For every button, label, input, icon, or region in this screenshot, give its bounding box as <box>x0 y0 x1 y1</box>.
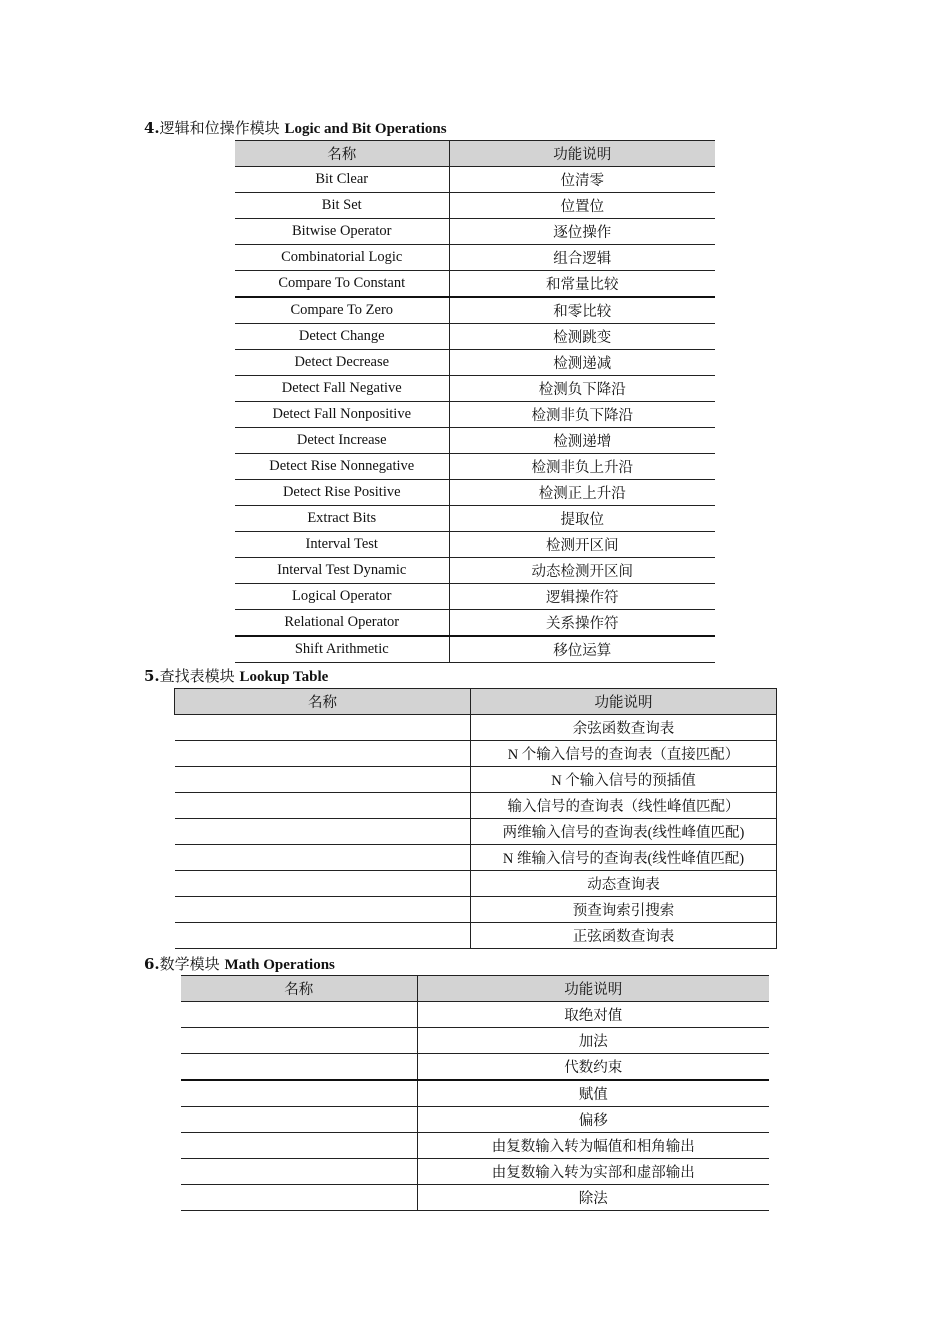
cell-block-name: Interval Test Dynamic <box>235 558 449 584</box>
table-row <box>235 271 715 298</box>
column-header-name: 名称 <box>235 141 449 167</box>
section-4-title <box>144 119 447 138</box>
table-body <box>175 715 777 949</box>
table-header-row <box>175 689 777 715</box>
table-row <box>235 636 715 663</box>
table-row <box>175 897 777 923</box>
cell-block-name <box>175 819 471 845</box>
cell-block-name <box>175 767 471 793</box>
cell-block-name: Compare To Constant <box>235 271 449 298</box>
cell-block-name <box>175 793 471 819</box>
cell-block-name: Bitwise Operator <box>235 219 449 245</box>
table-row <box>181 1002 769 1028</box>
cell-description: 偏移 <box>417 1107 769 1133</box>
cell-description: 两维输入信号的查询表(线性峰值匹配) <box>471 819 777 845</box>
section-5-title <box>144 667 328 686</box>
section-en-title: Logic and Bit Operations <box>284 121 447 137</box>
cell-block-name: Detect Rise Nonnegative <box>235 454 449 480</box>
cell-block-name: Detect Rise Positive <box>235 480 449 506</box>
cell-description: 检测正上升沿 <box>449 480 715 506</box>
table-body <box>181 1002 769 1211</box>
table-row <box>181 1028 769 1054</box>
table-row <box>235 480 715 506</box>
table-row <box>181 1107 769 1133</box>
table-row <box>235 350 715 376</box>
table-row <box>235 428 715 454</box>
cell-description: 代数约束 <box>417 1054 769 1081</box>
cell-block-name <box>175 897 471 923</box>
table-row <box>235 376 715 402</box>
cell-description: 和常量比较 <box>449 271 715 298</box>
cell-description: 逻辑操作符 <box>449 584 715 610</box>
cell-description: 动态查询表 <box>471 871 777 897</box>
table-row <box>235 584 715 610</box>
cell-description: 检测递减 <box>449 350 715 376</box>
section-6-title <box>144 955 335 974</box>
math-operations-table <box>181 975 769 1211</box>
cell-description: 余弦函数查询表 <box>471 715 777 741</box>
cell-block-name <box>181 1185 417 1211</box>
table-row <box>235 402 715 428</box>
table-row <box>181 1185 769 1211</box>
cell-block-name <box>181 1028 417 1054</box>
section-zh-title: 逻辑和位操作模块 <box>159 119 280 137</box>
cell-description: 赋值 <box>417 1080 769 1107</box>
table-header-row <box>235 141 715 167</box>
cell-block-name: Detect Increase <box>235 428 449 454</box>
cell-block-name: Logical Operator <box>235 584 449 610</box>
cell-description: 除法 <box>417 1185 769 1211</box>
cell-description: 检测开区间 <box>449 532 715 558</box>
cell-block-name <box>181 1054 417 1081</box>
cell-description: 检测非负下降沿 <box>449 402 715 428</box>
cell-block-name: Shift Arithmetic <box>235 636 449 663</box>
cell-description: N 个输入信号的预插值 <box>471 767 777 793</box>
section-number: 5. <box>144 667 160 685</box>
table-row <box>235 167 715 193</box>
column-header-name: 名称 <box>181 976 417 1002</box>
cell-block-name <box>175 871 471 897</box>
table-row <box>175 871 777 897</box>
table-row <box>235 297 715 324</box>
cell-block-name <box>175 923 471 949</box>
cell-description: 动态检测开区间 <box>449 558 715 584</box>
column-header-name: 名称 <box>175 689 471 715</box>
cell-description: 正弦函数查询表 <box>471 923 777 949</box>
column-header-description: 功能说明 <box>449 141 715 167</box>
cell-description: 关系操作符 <box>449 610 715 637</box>
cell-description: 和零比较 <box>449 297 715 324</box>
table-row <box>235 245 715 271</box>
table-row <box>235 532 715 558</box>
cell-block-name: Bit Set <box>235 193 449 219</box>
table-row <box>181 1133 769 1159</box>
table-header-row <box>181 976 769 1002</box>
cell-description: 检测递增 <box>449 428 715 454</box>
cell-block-name <box>181 1107 417 1133</box>
cell-block-name: Extract Bits <box>235 506 449 532</box>
table-row <box>181 1080 769 1107</box>
cell-description: 组合逻辑 <box>449 245 715 271</box>
section-en-title: Lookup Table <box>239 669 329 685</box>
column-header-description: 功能说明 <box>417 976 769 1002</box>
cell-block-name <box>175 845 471 871</box>
section-zh-title: 数学模块 <box>159 955 220 973</box>
table-row <box>181 1054 769 1081</box>
cell-description: 输入信号的查询表（线性峰值匹配） <box>471 793 777 819</box>
table-row <box>175 741 777 767</box>
cell-description: 位清零 <box>449 167 715 193</box>
cell-block-name: Interval Test <box>235 532 449 558</box>
cell-description: 检测跳变 <box>449 324 715 350</box>
table-row <box>181 1159 769 1185</box>
section-zh-title: 查找表模块 <box>159 667 235 685</box>
table-row <box>175 845 777 871</box>
cell-description: N 个输入信号的查询表（直接匹配） <box>471 741 777 767</box>
table-row <box>175 923 777 949</box>
table-row <box>175 819 777 845</box>
table-row <box>235 506 715 532</box>
cell-description: 预查询索引搜索 <box>471 897 777 923</box>
cell-description: 位置位 <box>449 193 715 219</box>
cell-description: 取绝对值 <box>417 1002 769 1028</box>
cell-block-name <box>175 715 471 741</box>
table-row <box>235 454 715 480</box>
lookup-table-table <box>174 688 777 949</box>
section-en-title: Math Operations <box>224 957 335 973</box>
cell-description: 逐位操作 <box>449 219 715 245</box>
cell-description: 提取位 <box>449 506 715 532</box>
cell-block-name <box>175 741 471 767</box>
table-row <box>235 558 715 584</box>
section-number: 4. <box>144 119 160 137</box>
cell-description: N 维输入信号的查询表(线性峰值匹配) <box>471 845 777 871</box>
cell-block-name: Detect Fall Negative <box>235 376 449 402</box>
cell-description: 检测负下降沿 <box>449 376 715 402</box>
cell-description: 加法 <box>417 1028 769 1054</box>
cell-block-name: Detect Fall Nonpositive <box>235 402 449 428</box>
table-row <box>175 767 777 793</box>
cell-block-name: Detect Decrease <box>235 350 449 376</box>
table-row <box>235 324 715 350</box>
cell-block-name: Compare To Zero <box>235 297 449 324</box>
cell-block-name: Detect Change <box>235 324 449 350</box>
table-row <box>175 793 777 819</box>
section-number: 6. <box>144 955 160 973</box>
cell-block-name: Combinatorial Logic <box>235 245 449 271</box>
table-row <box>175 715 777 741</box>
cell-block-name: Bit Clear <box>235 167 449 193</box>
cell-description: 由复数输入转为幅值和相角输出 <box>417 1133 769 1159</box>
table-body <box>235 167 715 663</box>
cell-block-name <box>181 1002 417 1028</box>
cell-block-name <box>181 1133 417 1159</box>
cell-block-name <box>181 1159 417 1185</box>
table-row <box>235 610 715 637</box>
table-row <box>235 193 715 219</box>
cell-block-name <box>181 1080 417 1107</box>
cell-description: 由复数输入转为实部和虚部输出 <box>417 1159 769 1185</box>
cell-description: 检测非负上升沿 <box>449 454 715 480</box>
cell-block-name: Relational Operator <box>235 610 449 637</box>
logic-bit-operations-table <box>235 140 715 663</box>
cell-description: 移位运算 <box>449 636 715 663</box>
table-row <box>235 219 715 245</box>
column-header-description: 功能说明 <box>471 689 777 715</box>
